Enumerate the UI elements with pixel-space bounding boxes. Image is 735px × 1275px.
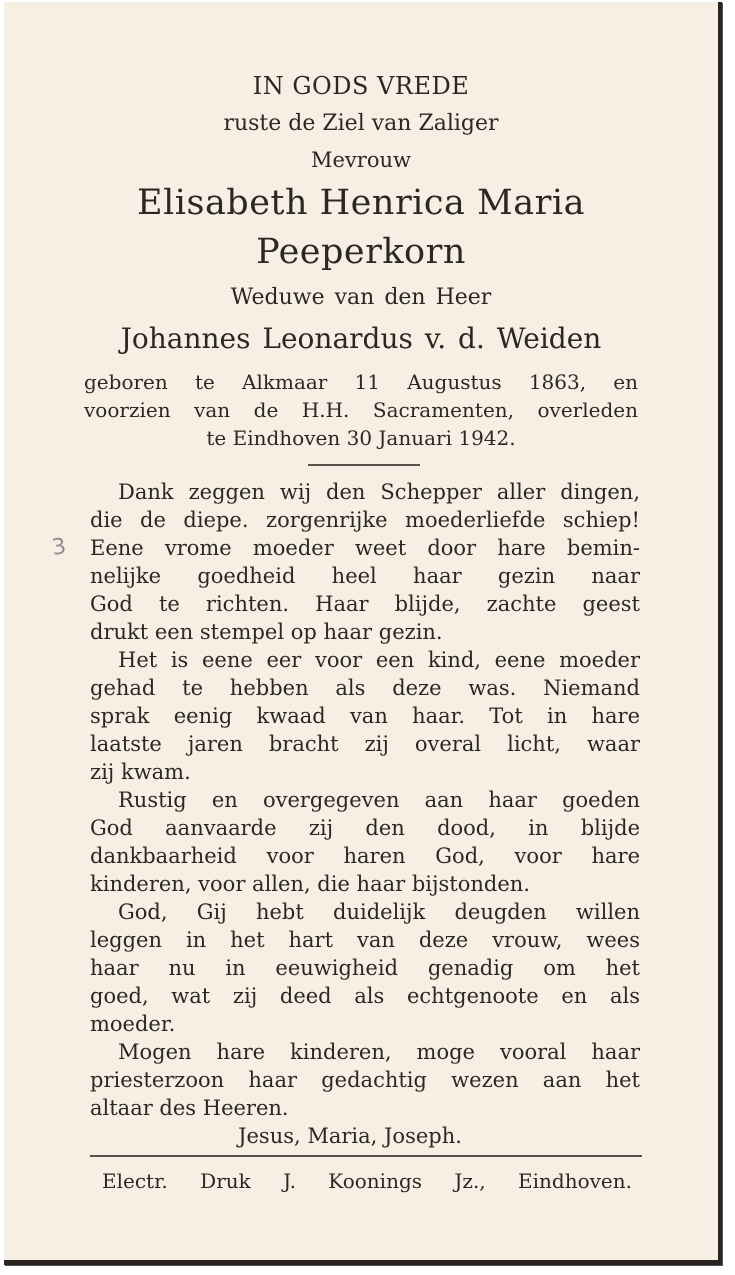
body-line: Eene vrome moeder weet door hare bemin- bbox=[90, 536, 640, 560]
body-line: Mogen hare kinderen, moge vooral haar bbox=[118, 1040, 640, 1064]
body-line: altaar des Heeren. bbox=[90, 1096, 289, 1120]
body-line: God te richten. Haar blijde, zachte geest bbox=[90, 592, 640, 616]
body-line: God aanvaarde zij den dood, in blijde bbox=[90, 816, 640, 840]
memorial-card bbox=[4, 2, 722, 1265]
footer-divider bbox=[90, 1155, 642, 1157]
body-line: nelijke goedheid heel haar gezin naar bbox=[90, 564, 640, 588]
printer-credit: Electr. Druk J. Koonings Jz., Eindhoven. bbox=[102, 1169, 632, 1193]
body-line: leggen in het hart van deze vrouw, wees bbox=[90, 928, 640, 952]
body-line: zij kwam. bbox=[90, 760, 191, 784]
header-in-gods-vrede: IN GODS VREDE bbox=[252, 72, 470, 100]
divider bbox=[308, 464, 420, 466]
body-line: die de diepe. zorgenrijke moederliefde schiep! bbox=[90, 508, 640, 532]
body-line: kinderen, voor allen, die haar bijstonden. bbox=[90, 872, 530, 896]
body-line: Dank zeggen wij den Schepper aller dingen, bbox=[118, 480, 640, 504]
husband-name: Johannes Leonardus v. d. Weiden bbox=[120, 322, 602, 355]
body-line: Het is eene eer voor een kind, eene moeder bbox=[118, 648, 640, 672]
body-line: moeder. bbox=[90, 1012, 176, 1036]
birth-line-2: voorzien van de H.H. Sacramenten, overleden bbox=[84, 398, 638, 422]
body-line: God, Gij hebt duidelijk deugden willen bbox=[118, 900, 640, 924]
body-line: laatste jaren bracht zij overal licht, waar bbox=[90, 732, 640, 756]
body-line: haar nu in eeuwigheid genadig om het bbox=[90, 956, 640, 980]
body-line: goed, wat zij deed als echtgenoote en als bbox=[90, 984, 640, 1008]
birth-line-3: te Eindhoven 30 Januari 1942. bbox=[206, 426, 516, 450]
body-line: Rustig en overgegeven aan haar goeden bbox=[118, 788, 640, 812]
birth-line-1: geboren te Alkmaar 11 Augustus 1863, en bbox=[84, 370, 638, 394]
body-line: gehad te hebben als deze was. Niemand bbox=[90, 676, 640, 700]
body-line: dankbaarheid voor haren God, voor hare bbox=[90, 844, 640, 868]
body-line: sprak eenig kwaad van haar. Tot in hare bbox=[90, 704, 640, 728]
closing-invocation: Jesus, Maria, Joseph. bbox=[238, 1124, 462, 1148]
deceased-surname: Peeperkorn bbox=[256, 232, 466, 272]
header-ruste-line: ruste de Ziel van Zaliger bbox=[223, 111, 499, 136]
body-line: priesterzoon haar gedachtig wezen aan het bbox=[90, 1068, 640, 1092]
deceased-given-names: Elisabeth Henrica Maria bbox=[137, 183, 585, 223]
pencil-annotation: 3 bbox=[50, 534, 68, 561]
body-line: drukt een stempel op haar gezin. bbox=[90, 620, 443, 644]
widow-of-line: Weduwe van den Heer bbox=[230, 285, 492, 310]
header-mevrouw: Mevrouw bbox=[311, 148, 411, 172]
